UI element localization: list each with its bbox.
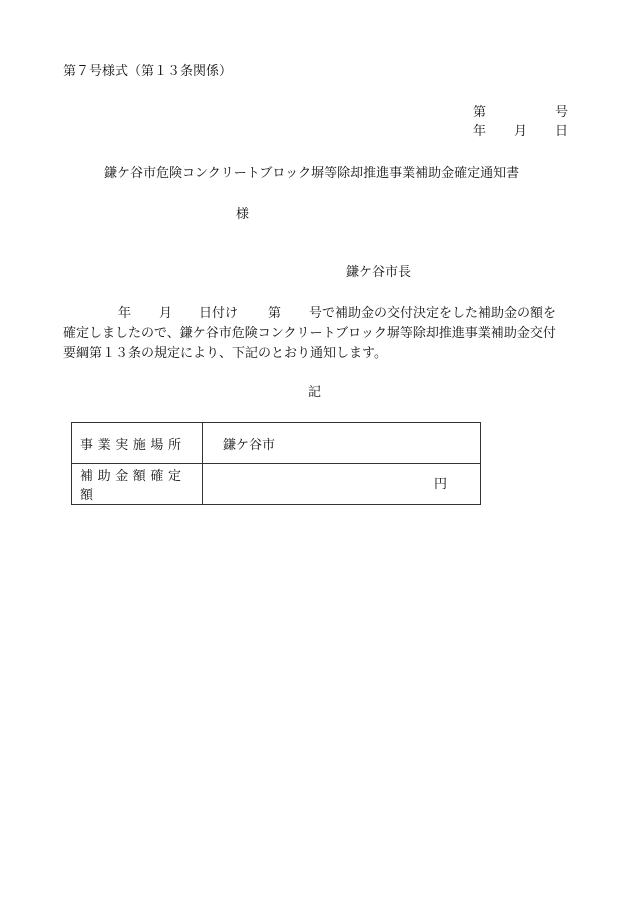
table-row <box>72 464 481 505</box>
issuer-name: 鎌ケ谷市長 <box>346 265 412 280</box>
detail-table <box>71 422 481 505</box>
value-cell-project-location <box>203 423 481 464</box>
form-number-label: 第７号様式（第１３条関係） <box>63 64 233 79</box>
addressee-honorific: 様 <box>236 207 250 222</box>
project-location-label: 事業実施場所 <box>80 437 186 453</box>
document-number-prefix: 第 <box>473 105 487 120</box>
document-title: 鎌ケ谷市危険コンクリートブロック塀等除却推進事業補助金確定通知書 <box>104 166 520 181</box>
confirmed-amount-label: 補助金額確定額 <box>80 469 186 503</box>
date-day-label: 日 <box>555 124 569 139</box>
value-cell-confirmed-amount <box>203 464 481 505</box>
body-line-3: 要綱第１３条の規定により、下記のとおり通知します。 <box>63 346 387 361</box>
yen-unit-label: 円 <box>433 477 447 492</box>
date-year-label: 年 <box>473 124 487 139</box>
project-location-value: 鎌ケ谷市 <box>223 437 276 453</box>
document-number-suffix: 号 <box>555 105 569 120</box>
date-month-label: 月 <box>514 124 528 139</box>
label-cell-project-location <box>72 423 203 464</box>
label-cell-confirmed-amount <box>72 464 203 505</box>
body-line-2: 確定しましたので、鎌ケ谷市危険コンクリートブロック塀等除却推進事業補助金交付 <box>63 326 556 341</box>
body-year-label: 年 <box>118 306 132 321</box>
body-month-label: 月 <box>159 306 173 321</box>
body-day-label: 日付け <box>199 306 239 321</box>
ki-heading: 記 <box>308 385 322 400</box>
body-number-prefix: 第 <box>268 306 282 321</box>
table-row <box>72 423 481 464</box>
body-line-1-rest: 号で補助金の交付決定をした補助金の額を <box>309 306 557 321</box>
